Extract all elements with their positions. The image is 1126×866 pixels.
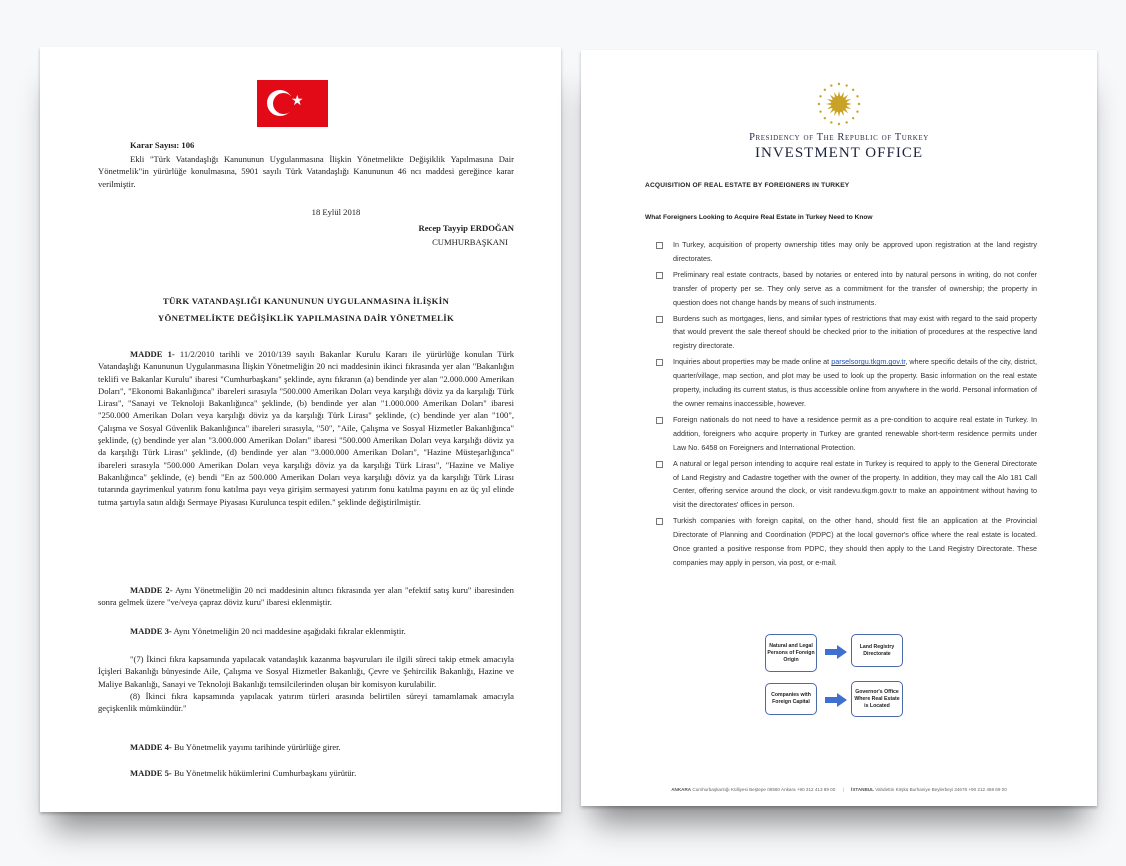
investment-office-page <box>581 50 1097 806</box>
right-arrow-icon <box>825 693 847 707</box>
emblem-star <box>856 110 858 112</box>
list-item: Turkish companies with foreign capital, on the other hand, should first file an application at the Provincial Directorate of Planning and Coordination (PDPC) at the local governor's office where the real estate is located. Once granted a positive response from PDPC, they should then apply to the Land Registry Directorate. These companies may apply in person, via post, or e-mail. <box>656 514 1037 570</box>
list-item: Foreign nationals do not need to have a residence permit as a pre-condition to acquire real estate in Turkey. In addition, foreigners who acquire property in Turkey are granted renewable short-term residence permits under Law No. 6458 on Foreigners and International Protection. <box>656 413 1037 455</box>
flow-box-land-registry: Land Registry Directorate <box>851 634 903 667</box>
emblem-star <box>852 89 854 91</box>
footer-separator: | <box>842 787 844 792</box>
article-2: MADDE 2- Aynı Yönetmeliğin 20 nci maddesinin altıncı fıkrasında yer alan "efektif satış kuru" ibaresinden sonra gelmek üzere "ve/veya çapraz döviz kuru" ibaresi eklenmiştir. <box>98 585 514 608</box>
checkbox-bullet-icon <box>656 461 663 468</box>
article-5: MADDE 5- Bu Yönetmelik hükümlerini Cumhurbaşkanı yürütür. <box>130 768 357 778</box>
page-footer: ANKARA Cumhurbaşkanlığı Külliyesi Beştepe 06560 Ankara +90 312 413 89 00 | İSTANBUL Vahdettin Köşkü Burhaniye Beylerbeyi 34676 +90 212 468 69 00 <box>671 787 1007 792</box>
emblem-star <box>845 84 847 86</box>
requirements-list <box>656 238 1037 572</box>
parsel-sorgu-link[interactable]: parselsorgu.tkgm.gov.tr <box>831 357 906 367</box>
application-flow-diagram <box>765 634 915 720</box>
article-3-paragraphs <box>98 653 514 714</box>
list-item: In Turkey, acquisition of property ownership titles may only be approved upon registration at the land registry directorates. <box>656 238 1037 266</box>
organization-name: Presidency of The Republic of Turkey <box>749 132 929 143</box>
checkbox-bullet-icon <box>656 359 663 366</box>
flow-box-governors-office: Governor's Office Where Real Estate is Located <box>851 681 903 717</box>
right-arrow-icon <box>825 645 847 659</box>
emblem-star <box>824 117 826 119</box>
emblem-star <box>830 84 832 86</box>
list-item: A natural or legal person intending to acquire real estate in Turkey is required to apply to the General Directorate of Land Registry and Cadastre together with the owner of the property. In addition, they may call the Alo 181 Call Center, offering service around the clock, or visit randevu.tkgm.gov.tr to make an appointment without having to visit the directorates' offices in person. <box>656 457 1037 513</box>
checkbox-bullet-icon <box>656 417 663 424</box>
list-item: Preliminary real estate contracts, based by notaries or entered into by natural persons in writing, do not confer transfer of property per se. They only serve as a commitment for the transfer of ownership; the property in question does not change hands by means of such instruments. <box>656 268 1037 310</box>
presidential-sun-emblem-icon <box>816 81 862 127</box>
document-subheading: What Foreigners Looking to Acquire Real Estate in Turkey Need to Know <box>645 214 873 221</box>
article-1: MADDE 1- 11/2/2010 tarihli ve 2010/139 sayılı Bakanlar Kurulu Kararı ile yürürlüğe konulan Türk Vatandaşlığı Kanununun Uygulanmasına İlişkin Yönetmeliğin 20 nci maddesinin ikinci fıkrasında yer alan "Bakanlığın teklifi ve Bakanlar Kurulu" ibaresi "Cumhurbaşkanı" şeklinde, aynı fıkranın (a) bendinde yer alan "2.000.000 Amerikan Doları", "Ekonomi Bakanlığınca" ibareleri sırasıyla "500.000 Amerikan Doları veya karşılığı döviz ya da karşılığı Türk Lirası", "Sanayi ve Teknoloji Bakanlığınca" şeklinde, (b) bendinde yer alan "1.000.000 Amerikan Doları" ibaresi "250.000 Amerikan Doları veya karşılığı döviz ya da karşılığı Türk Lirası" şeklinde, (c) bendinde yer alan "100", Çalışma ve Sosyal Güvenlik Bakanlığınca" ibareleri sırasıyla, "50", "Aile, Çalışma ve Sosyal Hizmetler Bakanlığınca" şeklinde, (ç) bendinde yer alan "3.000.000 Amerikan Doları" ibaresi "500.000 Amerikan Doları veya karşılığı döviz ya da karşılığı Türk Lirası" şeklinde, (d) bendinde yer alan "3.000.000 Amerikan Doları", "Hazine Müsteşarlığınca" ibareleri sırasıyla "500.000 Amerikan Doları veya karşılığı döviz ya da karşılığı Türk Lirası", "Hazine ve Maliye Bakanlığınca" şeklinde, (e) bendi "En az 500.000 Amerikan Doları veya karşılığı döviz ya da karşılığı Türk Lirası tutarında gayrimenkul yatırım fonu katılma payı veya girişim sermayesi yatırım fonu katılma payını en az üç yıl elinde tutma şartıyla satın aldığı Sermaye Piyasası Kurulunca tespit edilen." şeklinde değiştirilmiştir. <box>98 349 514 507</box>
emblem-star <box>818 103 820 105</box>
flow-box-natural-legal-persons: Natural and Legal Persons of Foreign Origin <box>765 634 817 672</box>
document-heading: ACQUISITION OF REAL ESTATE BY FOREIGNERS IN TURKEY <box>645 182 850 189</box>
list-item: Burdens such as mortgages, liens, and similar types of restrictions that may exist with regard to the said property that would prevent the sale thereof should be checked prior to the initiation of procedures at the respective land registry directorate. <box>656 312 1037 354</box>
emblem-star <box>830 121 832 123</box>
emblem-star <box>824 89 826 91</box>
decree-date: 18 Eylül 2018 <box>311 207 361 217</box>
article-4: MADDE 4- Bu Yönetmelik yayımı tarihinde yürürlüğe girer. <box>130 742 341 752</box>
checkbox-bullet-icon <box>656 242 663 249</box>
emblem-star <box>838 83 840 85</box>
emblem-star <box>819 95 821 97</box>
article-3: MADDE 3- Aynı Yönetmeliğin 20 nci maddesine aşağıdaki fıkralar eklenmiştir. <box>130 626 406 636</box>
paragraph-8: (8) İkinci fıkra kapsamında yapılacak yatırım türleri arasında belirtilen süreyi tamamlamak amacıyla geçişkenlik mümkündür." <box>98 690 514 714</box>
emblem-star <box>852 117 854 119</box>
emblem-star <box>819 110 821 112</box>
turkish-decree-page <box>40 47 561 812</box>
emblem-star <box>858 103 860 105</box>
checkbox-bullet-icon <box>656 518 663 525</box>
list-item: Inquiries about properties may be made online at parselsorgu.tkgm.gov.tr, where specific details of the city, district, quarter/village, map section, and plot may be used to look up the property. Basic information on the real estate property, including its current status, is thus accessible online from anywhere in the world. Personal information of the owner remains inaccessible, however. <box>656 355 1037 411</box>
decree-intro: Ekli "Türk Vatandaşlığı Kanununun Uygulanmasına İlişkin Yönetmelikte Değişiklik Yapılmasına Dair Yönetmelik"in yürürlüğe konulmasına, 5901 sayılı Türk Vatandaşlığı Kanununun 46 ncı maddesi gereğince karar verilmiştir. <box>98 154 514 189</box>
checkbox-bullet-icon <box>656 316 663 323</box>
signer-title: CUMHURBAŞKANI <box>432 237 508 247</box>
checkbox-bullet-icon <box>656 272 663 279</box>
office-name: INVESTMENT OFFICE <box>755 145 923 161</box>
emblem-star <box>838 123 840 125</box>
flow-box-foreign-capital-companies: Companies with Foreign Capital <box>765 683 817 715</box>
signer-name: Recep Tayyip ERDOĞAN <box>418 223 514 233</box>
paragraph-7: "(7) İkinci fıkra kapsamında yapılacak vatandaşlık kazanma başvuruları ile ilgili süreci takip etmek amacıyla İçişleri Bakanlığı bünyesinde Aile, Çalışma ve Sosyal Hizmetler Bakanlığı, Çevre ve Şehircilik Bakanlığı, Hazine ve Maliye Bakanlığı, Sanayi ve Teknoloji Bakanlığı temsilcilerinden oluşan bir komisyon kurulabilir. <box>98 654 514 689</box>
emblem-star <box>856 95 858 97</box>
decision-number: Karar Sayısı: 106 <box>130 140 195 150</box>
regulation-title: TÜRK VATANDAŞLIĞI KANUNUNUN UYGULANMASINA İLİŞKİN YÖNETMELİKTE DEĞİŞİKLİK YAPILMASINA DAİR YÖNETMELİK <box>157 296 455 323</box>
turkish-flag-icon: ★ <box>257 80 328 127</box>
emblem-star <box>845 121 847 123</box>
